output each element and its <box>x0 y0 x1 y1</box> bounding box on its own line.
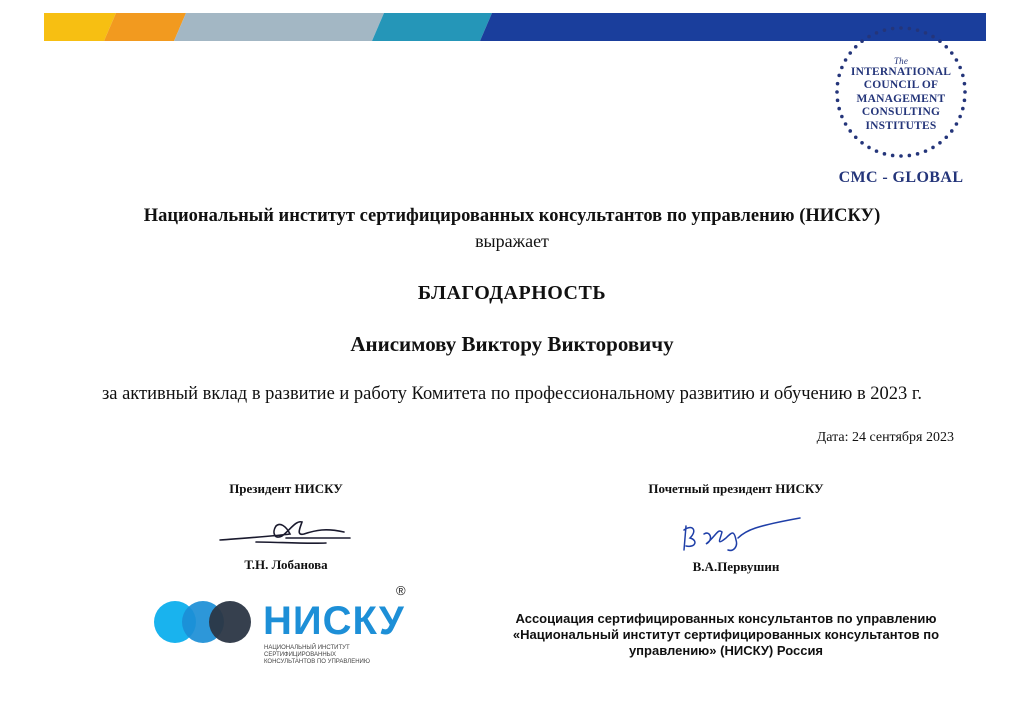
seal-dot <box>931 35 935 39</box>
seal-line: INSTITUTES <box>865 119 937 132</box>
stripe-yellow <box>44 13 116 41</box>
seal-dot <box>938 141 942 145</box>
seal-dot <box>891 27 895 31</box>
association-block <box>506 611 946 659</box>
seal-dot <box>944 45 948 49</box>
seal-dot <box>908 154 912 158</box>
seal-the: The <box>893 56 909 66</box>
seal-text <box>826 56 976 133</box>
seal-dot <box>931 146 935 150</box>
seal-dot <box>860 39 864 43</box>
logo-subtitle-line: КОНСУЛЬТАНТОВ ПО УПРАВЛЕНИЮ <box>264 659 370 665</box>
seal-dot <box>854 135 858 139</box>
seal-dot <box>938 39 942 43</box>
left-signature-icon <box>216 512 356 552</box>
right-signatory-name: В.А.Первушин <box>692 559 780 574</box>
stripe-grey <box>174 13 384 41</box>
seal-dot <box>848 51 852 55</box>
seal-dot <box>867 146 871 150</box>
right-signature-icon <box>676 516 806 556</box>
seal-dot <box>899 26 903 30</box>
seal-dot <box>875 31 879 35</box>
seal-line: CONSULTING <box>861 106 941 119</box>
association-line: Ассоциация сертифицированных консультантов по управлению <box>515 611 937 626</box>
seal-dot <box>924 149 928 153</box>
award-reason: за активный вклад в развитие и работу Комитета по профессиональному развитию и обучению в 2023 г. <box>101 384 923 404</box>
seal-dot <box>950 51 954 55</box>
seal-dot <box>944 135 948 139</box>
seal-dot <box>899 154 903 158</box>
seal-dot <box>916 152 920 156</box>
seal-dot <box>883 28 887 32</box>
association-line: «Национальный институт сертифицированных консультантов по <box>512 627 940 642</box>
logo-subtitle-line: НАЦИОНАЛЬНЫЙ ИНСТИТУТ СЕРТИФИЦИРОВАННЫХ <box>264 645 350 658</box>
seal-line: MANAGEMENT <box>856 92 946 105</box>
seal-dot <box>875 149 879 153</box>
nisku-logo-subtitle <box>264 645 414 666</box>
registered-mark: ® <box>396 583 406 598</box>
right-signatory-title: Почетный президент НИСКУ <box>648 481 824 496</box>
certificate-title: БЛАГОДАРНОСТЬ <box>417 282 607 304</box>
stripe-orange <box>104 13 186 41</box>
association-line: управлению» (НИСКУ) Россия <box>628 643 824 658</box>
seal-line: COUNCIL OF <box>863 79 939 92</box>
seal-dot <box>908 27 912 31</box>
nisku-logo-word: НИСКУ <box>263 599 405 643</box>
recipient-name: Анисимову Виктору Викторовичу <box>350 332 674 356</box>
seal-dot <box>916 28 920 32</box>
seal-dot <box>860 141 864 145</box>
cmc-global-label: CMC - GLOBAL <box>838 169 964 186</box>
seal-dot <box>854 45 858 49</box>
certificate-date: Дата: 24 сентября 2023 <box>816 430 954 445</box>
seal-dot <box>924 31 928 35</box>
nisku-logo-circles-icon <box>153 599 253 645</box>
seal-dot <box>891 154 895 158</box>
stripe-teal <box>372 13 492 41</box>
left-signatory-name: Т.Н. Лобанова <box>244 557 328 572</box>
seal-dot <box>867 35 871 39</box>
left-signatory-title: Президент НИСКУ <box>229 481 343 496</box>
seal-dot <box>883 152 887 156</box>
expresses-text: выражает <box>475 231 549 251</box>
organization-line: Национальный институт сертифицированных консультантов по управлению (НИСКУ) <box>143 206 881 226</box>
seal-line: INTERNATIONAL <box>850 66 952 78</box>
